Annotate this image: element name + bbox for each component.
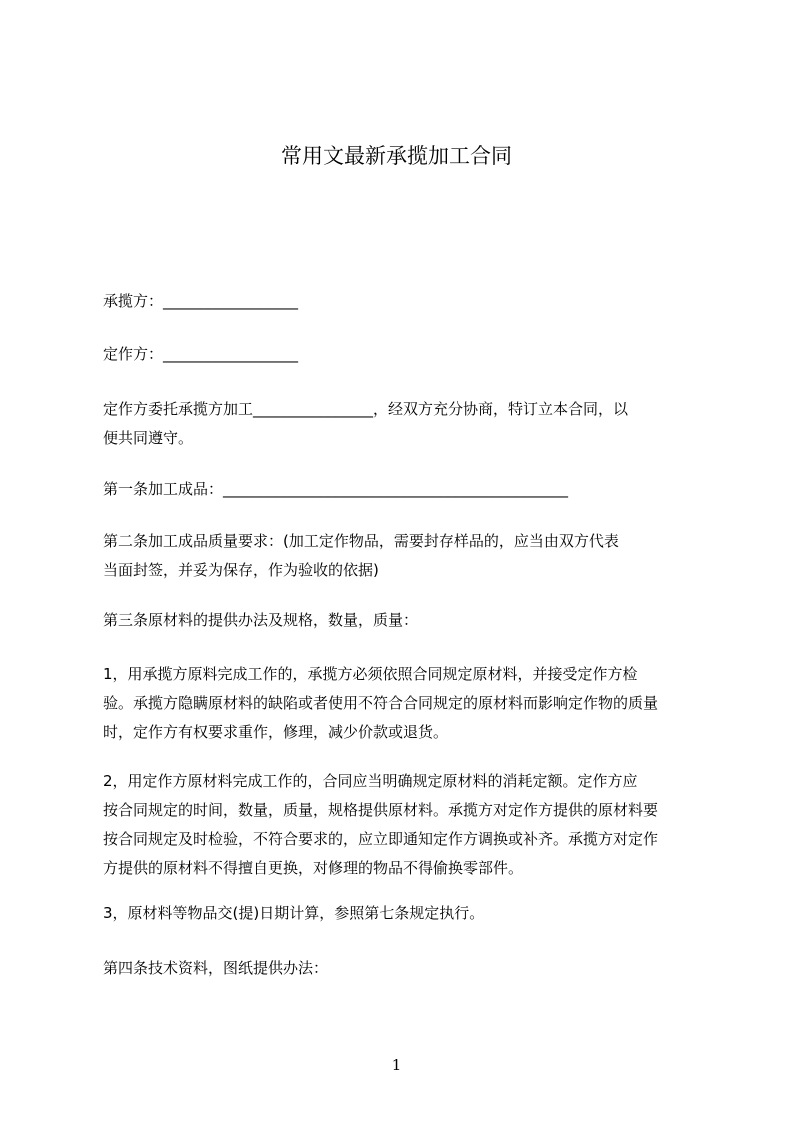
article-2-paragraph (103, 527, 713, 585)
text-line: 当面封签，并妥为保存，作为验收的依据) (103, 561, 379, 579)
text-line: 时，定作方有权要求重作，修理，减少价款或退货。 (103, 723, 449, 741)
clause-3-2-paragraph (103, 767, 713, 883)
text-line: 1，用承揽方原料完成工作的，承揽方必须依照合同规定原材料，并接受定作方检 (103, 665, 638, 683)
contractor-field (103, 287, 713, 316)
text-line: 2，用定作方原材料完成工作的，合同应当明确规定原材料的消耗定额。定作方应 (103, 772, 638, 790)
text-line: 定作方委托承揽方加工________________，经双方充分协商，特订立本合同，以 (103, 400, 629, 418)
document-title: 常用文最新承揽加工合同 (281, 144, 512, 168)
text-line: 验。承揽方隐瞒原材料的缺陷或者使用不符合合同规定的原材料而影响定作物的质量 (103, 694, 659, 712)
article-1-paragraph (103, 475, 713, 504)
text-line: 方提供的原材料不得擅自更换，对修理的物品不得偷换零部件。 (103, 859, 524, 877)
text-line: 承揽方：__________________ (103, 292, 299, 310)
text-line: 按合同规定及时检验，不符合要求的，应立即通知定作方调换或补齐。承揽方对定作 (103, 830, 659, 848)
text-line: 第二条加工成品质量要求：(加工定作物品，需要封存样品的，应当由双方代表 (103, 532, 619, 550)
text-line: 定作方：__________________ (103, 345, 299, 363)
text-line: 便共同遵守。 (103, 429, 194, 447)
text-line: 按合同规定的时间，数量，质量，规格提供原材料。承揽方对定作方提供的原材料要 (103, 801, 659, 819)
page-number: 1 (391, 1056, 402, 1074)
text-line: 第四条技术资料，图纸提供办法： (103, 959, 329, 977)
article-4-paragraph (103, 954, 713, 983)
article-3-paragraph (103, 606, 713, 635)
text-line: 第三条原材料的提供办法及规格，数量，质量： (103, 611, 419, 629)
preamble-paragraph (103, 395, 713, 453)
client-field (103, 340, 713, 369)
text-line: 第一条加工成品：______________________________________________ (103, 480, 569, 498)
text-line: 3，原材料等物品交(提)日期计算，参照第七条规定执行。 (103, 904, 485, 922)
clause-3-1-paragraph (103, 660, 713, 747)
clause-3-3-paragraph (103, 899, 713, 928)
